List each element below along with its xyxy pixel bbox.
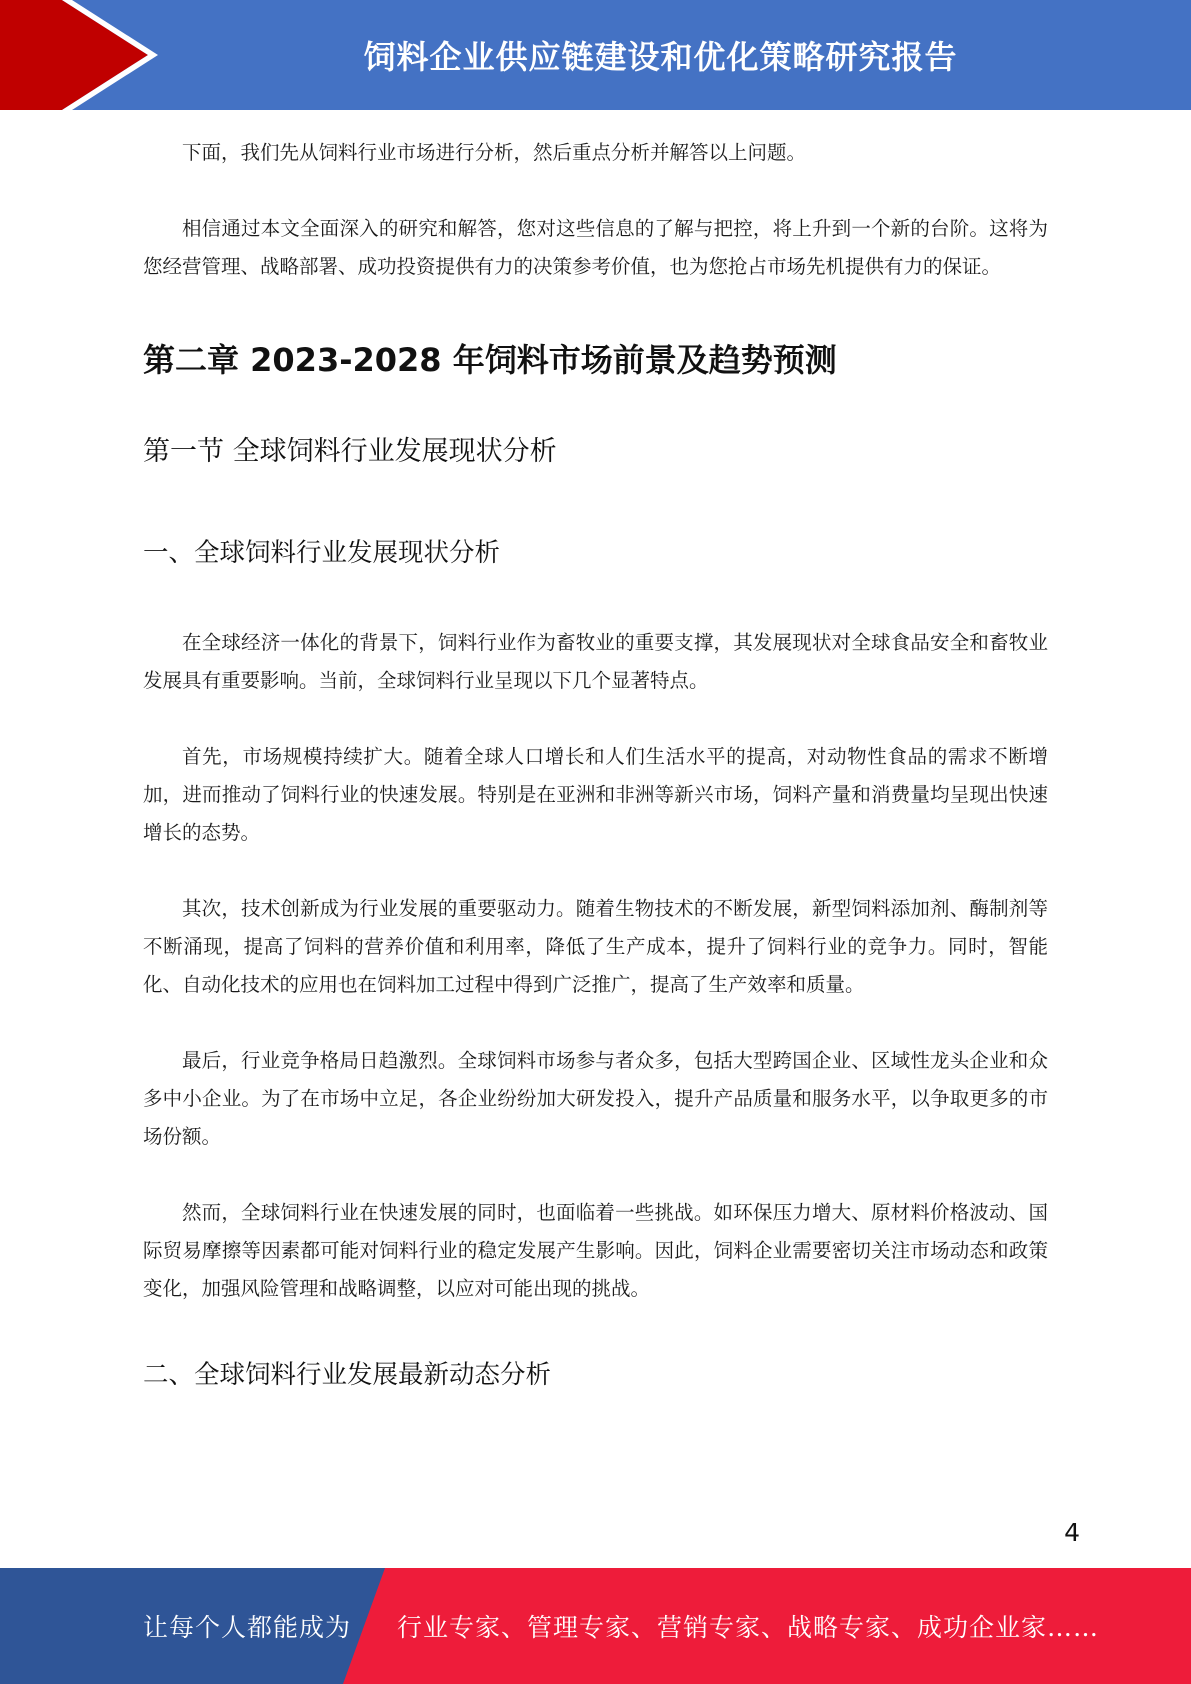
body-paragraph: 然而，全球饲料行业在快速发展的同时，也面临着一些挑战。如环保压力增大、原材料价格波动、国际贸易摩擦等因素都可能对饲料行业的稳定发展产生影响。因此，饲料企业需要密切关注市场动态和政策变化，加强风险管理和战略调整，以应对可能出现的挑战。 [143, 1201, 1048, 1300]
footer-slogan-left: 让每个人都能成为 [143, 1613, 352, 1642]
body-paragraph: 首先，市场规模持续扩大。随着全球人口增长和人们生活水平的提高，对动物性食品的需求不断增加，进而推动了饲料行业的快速发展。特别是在亚洲和非洲等新兴市场，饲料产量和消费量均呈现出快速增长的态势。 [143, 745, 1048, 844]
subsection-heading: 二、全球饲料行业发展最新动态分析 [143, 1360, 552, 1390]
intro-paragraph: 相信通过本文全面深入的研究和解答，您对这些信息的了解与把控，将上升到一个新的台阶。这将为您经营管理、战略部署、成功投资提供有力的决策参考价值，也为您抢占市场先机提供有力的保证。 [143, 217, 1048, 278]
page-number: 4 [1064, 1518, 1080, 1547]
document-title: 饲料企业供应链建设和优化策略研究报告 [363, 38, 958, 76]
intro-paragraph: 下面，我们先从饲料行业市场进行分析，然后重点分析并解答以上问题。 [182, 141, 807, 164]
header-chevron-logo [0, 0, 160, 110]
page-header [0, 0, 1191, 110]
subsection-heading: 一、全球饲料行业发展现状分析 [143, 538, 501, 568]
document-body [143, 134, 1048, 1395]
page-footer [0, 1568, 1191, 1684]
chapter-heading: 第二章 2023-2028 年饲料市场前景及趋势预测 [143, 341, 837, 379]
footer-slogan-right: 行业专家、管理专家、营销专家、战略专家、成功企业家…… [397, 1613, 1100, 1642]
body-paragraph: 其次，技术创新成为行业发展的重要驱动力。随着生物技术的不断发展，新型饲料添加剂、酶制剂等不断涌现，提高了饲料的营养价值和利用率，降低了生产成本，提升了饲料行业的竞争力。同时，智能化、自动化技术的应用也在饲料加工过程中得到广泛推广，提高了生产效率和质量。 [143, 897, 1048, 996]
body-paragraph: 最后，行业竞争格局日趋激烈。全球饲料市场参与者众多，包括大型跨国企业、区域性龙头企业和众多中小企业。为了在市场中立足，各企业纷纷加大研发投入，提升产品质量和服务水平，以争取更多的市场份额。 [143, 1049, 1048, 1148]
section-heading: 第一节 全球饲料行业发展现状分析 [143, 436, 557, 467]
body-paragraph: 在全球经济一体化的背景下，饲料行业作为畜牧业的重要支撑，其发展现状对全球食品安全和畜牧业发展具有重要影响。当前，全球饲料行业呈现以下几个显著特点。 [143, 631, 1048, 692]
